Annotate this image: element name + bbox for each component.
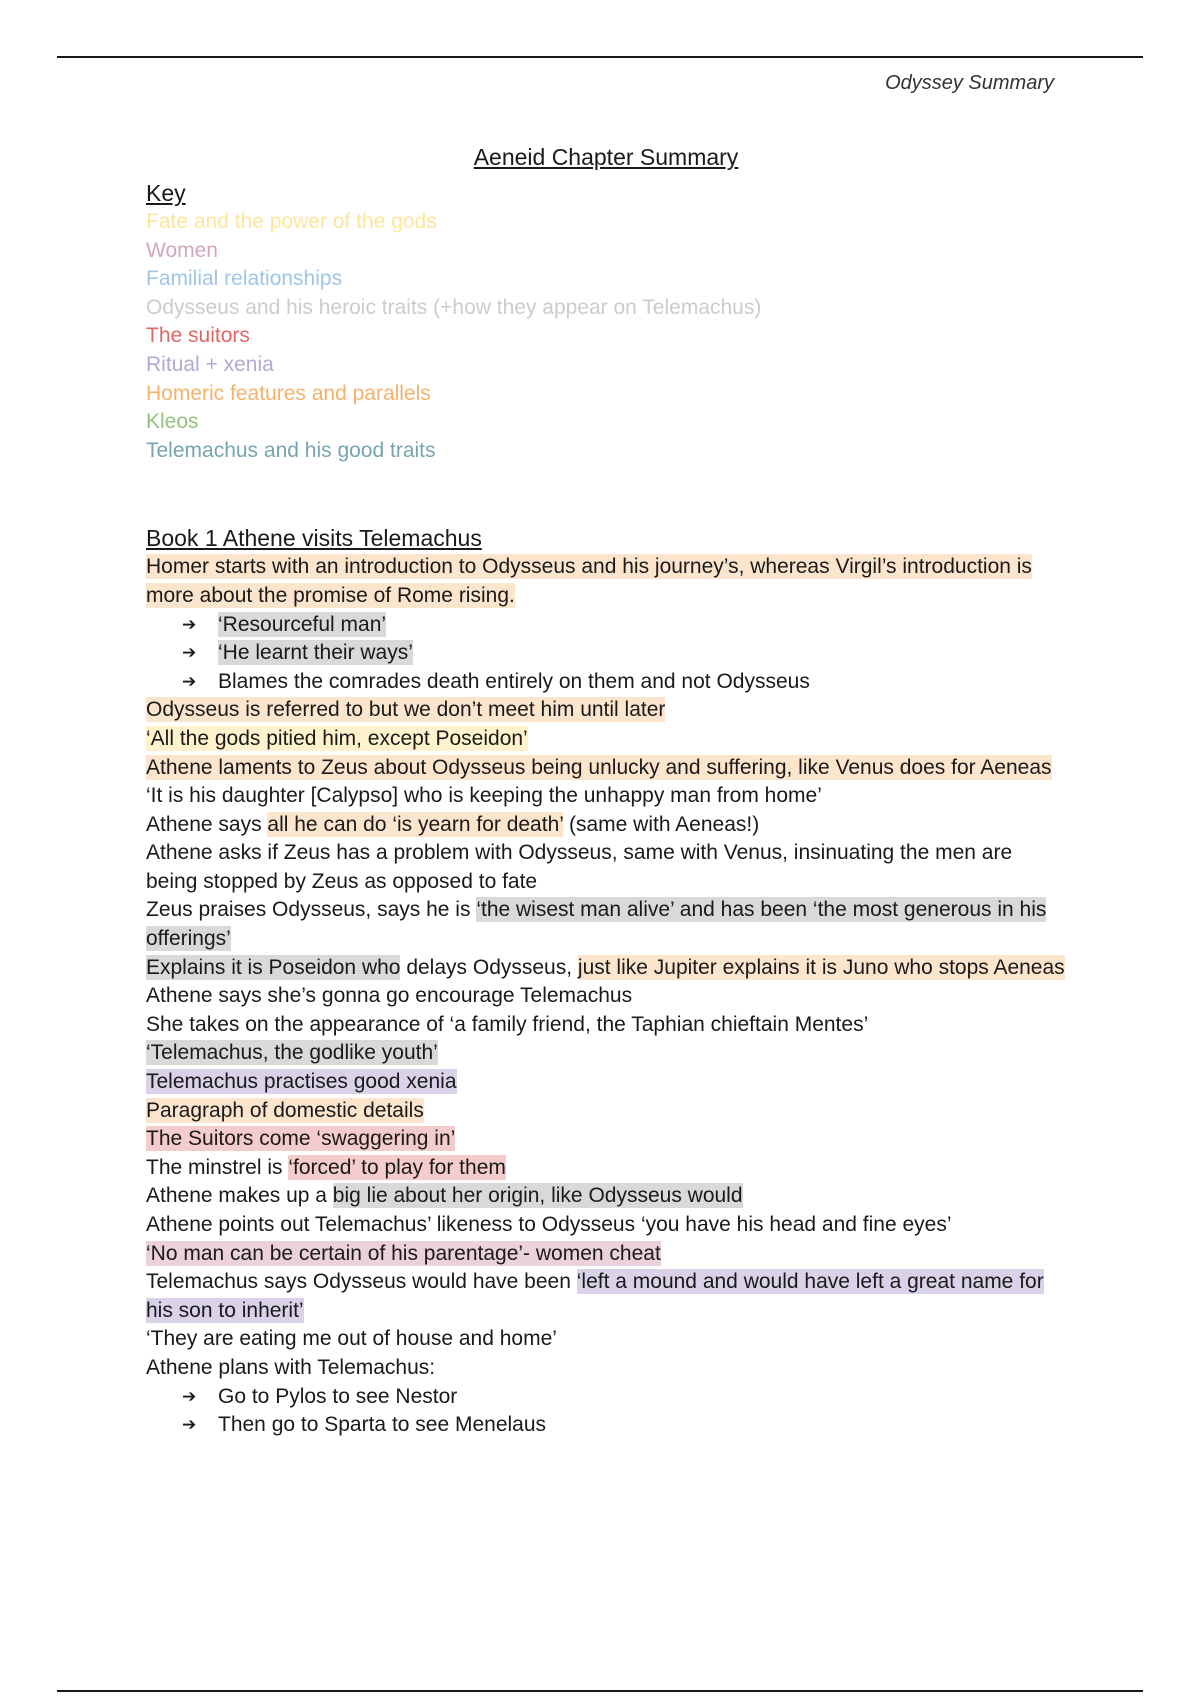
line: Paragraph of domestic details [146, 1098, 424, 1122]
line: Telemachus practises good xenia [146, 1070, 457, 1094]
book1-intro [146, 553, 1066, 610]
running-header: Odyssey Summary [885, 72, 1054, 94]
book1-heading: Book 1 Athene visits Telemachus [146, 525, 482, 552]
top-rule [57, 56, 1143, 58]
document-body [146, 142, 1066, 1440]
line: ‘All the gods pitied him, except Poseidon’ [146, 726, 528, 750]
key-item-women: Women [146, 238, 218, 262]
line: Telemachus says Odysseus would have been ‘left a mound and would have left a great name for his son to inherit’ [146, 1270, 1044, 1322]
document-title: Aeneid Chapter Summary [473, 144, 739, 170]
line: Athene plans with Telemachus: [146, 1355, 436, 1379]
line: ‘Telemachus, the godlike youth’ [146, 1041, 438, 1065]
bottom-rule [57, 1690, 1143, 1692]
list-item: ➔ ‘He learnt their ways’ [182, 639, 1066, 668]
key-item-suitors: The suitors [146, 324, 250, 348]
key-item-fate: Fate and the power of the gods [146, 210, 437, 233]
line: Athene says she’s gonna go encourage Telemachus [146, 984, 633, 1008]
list-item: ➔ ‘Resourceful man’ [182, 611, 1066, 640]
line: Athene asks if Zeus has a problem with Odysseus, same with Venus, insinuating the men are being stopped by Zeus as opposed to fate [146, 841, 1013, 893]
line: Odysseus is referred to but we don’t meet him until later [146, 698, 666, 722]
line: Athene makes up a big lie about her origin, like Odysseus would [146, 1184, 743, 1208]
list-item: ➔ Then go to Sparta to see Menelaus [182, 1411, 1066, 1440]
line: Athene says all he can do ‘is yearn for death’ (same with Aeneas!) [146, 812, 760, 836]
line: Explains it is Poseidon who delays Odysseus, just like Jupiter explains it is Juno who stops Aeneas [146, 955, 1065, 979]
key-item-odysseus: Odysseus and his heroic traits (+how they appear on Telemachus) [146, 295, 762, 319]
line: Athene laments to Zeus about Odysseus being unlucky and suffering, like Venus does for Aeneas [146, 755, 1052, 779]
key-heading: Key [146, 180, 186, 206]
key-item-homeric: Homeric features and parallels [146, 381, 431, 405]
list-item: ➔ Go to Pylos to see Nestor [182, 1383, 1066, 1412]
line: The minstrel is ‘forced’ to play for them [146, 1155, 506, 1179]
intro-text: Homer starts with an introduction to Odysseus and his journey’s, whereas Virgil’s introduction is more about the promise of Rome rising. [146, 555, 1032, 607]
line: The Suitors come ‘swaggering in’ [146, 1127, 456, 1151]
key-item-familial: Familial relationships [146, 267, 343, 291]
key-legend [146, 208, 1066, 465]
key-item-telemachus: Telemachus and his good traits [146, 438, 436, 462]
line: ‘It is his daughter [Calypso] who is keeping the unhappy man from home’ [146, 784, 822, 808]
bullet-list-2 [146, 1383, 1066, 1440]
line: ‘They are eating me out of house and home’ [146, 1327, 557, 1351]
bullet-list-1 [146, 611, 1066, 697]
line: Zeus praises Odysseus, says he is ‘the wisest man alive’ and has been ‘the most generous in his offerings’ [146, 898, 1047, 951]
line: ‘No man can be certain of his parentage’- women cheat [146, 1241, 661, 1265]
line: Athene points out Telemachus’ likeness to Odysseus ‘you have his head and fine eyes’ [146, 1213, 952, 1236]
list-item: ➔ Blames the comrades death entirely on them and not Odysseus [182, 668, 1066, 697]
key-item-kleos: Kleos [146, 410, 199, 434]
key-item-ritual: Ritual + xenia [146, 352, 274, 376]
line: She takes on the appearance of ‘a family friend, the Taphian chieftain Mentes’ [146, 1012, 869, 1036]
